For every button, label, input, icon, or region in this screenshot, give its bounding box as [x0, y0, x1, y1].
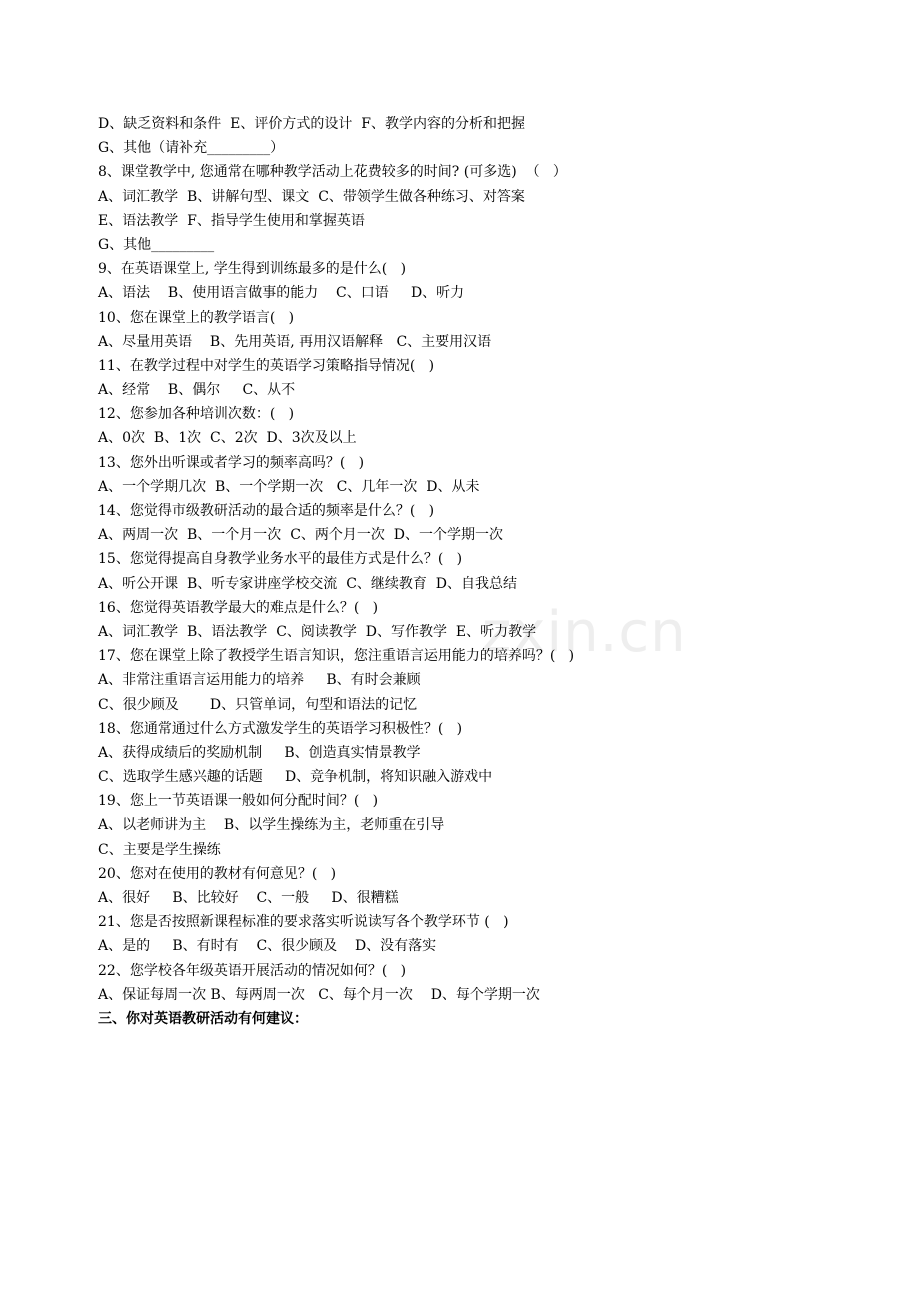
question-line: 8、课堂教学中, 您通常在哪种教学活动上花费较多的时间? (可多选) （ ） [98, 164, 567, 181]
options-line: A、0次 B、1次 C、2次 D、3次及以上 [98, 430, 357, 447]
question-line: 12、您参加各种培训次数：( ) [98, 406, 295, 423]
question-line: 17、您在课堂上除了教授学生语言知识，您注重语言运用能力的培养吗？( ) [98, 648, 575, 665]
options-line: A、听公开课 B、听专家讲座学校交流 C、继续教育 D、自我总结 [98, 575, 518, 592]
options-line: A、保证每周一次 B、每两周一次 C、每个月一次 D、每个学期一次 [98, 986, 540, 1003]
options-line: C、选取学生感兴趣的话题 D、竞争机制，将知识融入游戏中 [98, 769, 493, 786]
options-line: A、词汇教学 B、讲解句型、课文 C、带领学生做各种练习、对答案 [98, 188, 525, 205]
question-line: 20、您对在使用的教材有何意见？( ) [98, 865, 337, 882]
options-line: A、尽量用英语 B、先用英语, 再用汉语解释 C、主要用汉语 [98, 333, 492, 350]
options-line: A、两周一次 B、一个月一次 C、两个月一次 D、一个学期一次 [98, 527, 504, 544]
options-line: C、很少顾及 D、只管单词，句型和语法的记忆 [98, 696, 418, 713]
question-line: 19、您上一节英语课一般如何分配时间？( ) [98, 793, 379, 810]
options-line: G、其他_________ [98, 236, 215, 253]
options-line: A、是的 B、有时有 C、很少顾及 D、没有落实 [98, 938, 437, 955]
text-line: G、其他（请补充_________） [98, 140, 285, 157]
question-line: 10、您在课堂上的教学语言( ) [98, 309, 295, 326]
question-line: 9、在英语课堂上, 学生得到训练最多的是什么( ) [98, 261, 407, 278]
options-line: E、语法教学 F、指导学生使用和掌握英语 [98, 212, 365, 229]
text-line: D、缺乏资料和条件 E、评价方式的设计 F、教学内容的分析和把握 [98, 116, 525, 132]
question-line: 15、您觉得提高自身教学业务水平的最佳方式是什么？( ) [98, 551, 463, 568]
question-line: 18、您通常通过什么方式激发学生的英语学习积极性？( ) [98, 720, 463, 737]
questionnaire-page [98, 112, 888, 1031]
question-line: 22、您学校各年级英语开展活动的情况如何？( ) [98, 962, 407, 979]
question-line: 13、您外出听课或者学习的频率高吗？( ) [98, 454, 365, 471]
options-line: A、语法 B、使用语言做事的能力 C、口语 D、听力 [98, 285, 465, 302]
section-heading: 三、你对英语教研活动有何建议： [98, 1010, 308, 1027]
options-line: A、词汇教学 B、语法教学 C、阅读教学 D、写作教学 E、听力教学 [98, 623, 537, 640]
options-line: A、获得成绩后的奖励机制 B、创造真实情景教学 [98, 744, 421, 761]
options-line: A、一个学期几次 B、一个学期一次 C、几年一次 D、从未 [98, 478, 480, 495]
options-line: A、很好 B、比较好 C、一般 D、很糟糕 [98, 890, 399, 906]
question-line: 11、在教学过程中对学生的英语学习策略指导情况( ) [98, 357, 435, 374]
options-line: A、经常 B、偶尔 C、从不 [98, 382, 296, 399]
options-line: A、非常注重语言运用能力的培养 B、有时会兼顾 [98, 672, 421, 689]
question-line: 21、您是否按照新课程标准的要求落实听说读写各个教学环节 ( ) [98, 914, 509, 931]
watermark: zxin.cn [482, 600, 687, 665]
question-line: 14、您觉得市级教研活动的最合适的频率是什么？( ) [98, 503, 435, 519]
options-line: A、以老师讲为主 B、以学生操练为主，老师重在引导 [98, 817, 445, 834]
question-line: 16、您觉得英语教学最大的难点是什么？( ) [98, 599, 379, 616]
options-line: C、主要是学生操练 [98, 841, 221, 858]
